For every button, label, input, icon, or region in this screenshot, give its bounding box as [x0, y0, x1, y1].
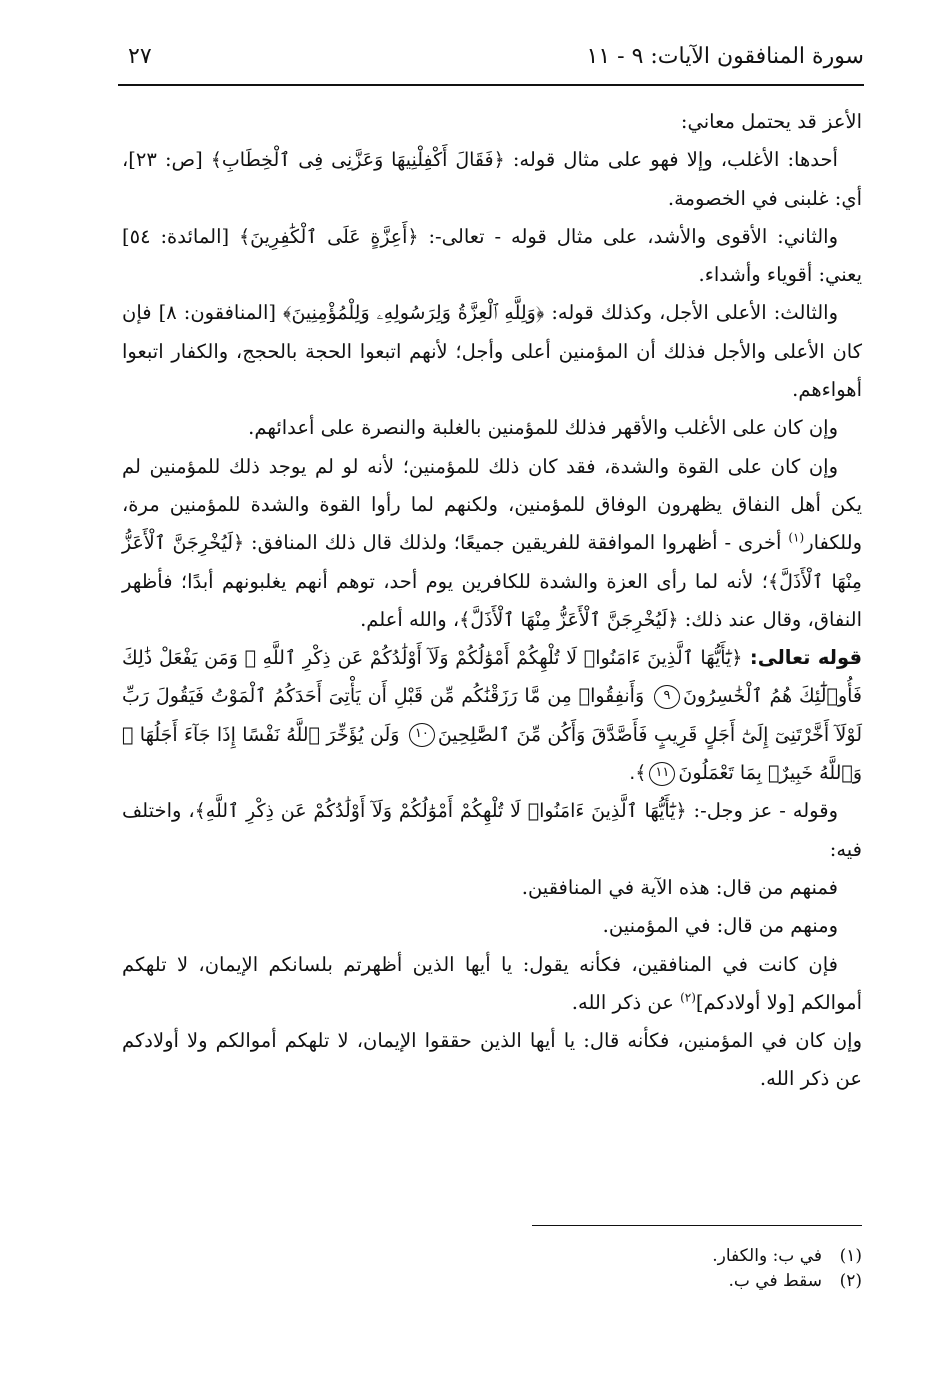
text: ؛ لأنه لما رأى العزة والشدة للكافرين يوم أحد، توهم أنهم يغلبونهم أبدًا؛ فأظهر النفاق، وقال عند ذلك:	[122, 569, 862, 631]
quran-quote: ﴿لَيُخْرِجَنَّ ٱلْأَعَزُّ مِنْهَا ٱلْأَذَلَّ﴾	[459, 608, 679, 631]
text: فإن كانت في المنافقين، فكأنه يقول: يا أيها الذين أظهرتم بلسانكم الإيمان، لا تلهكم أموالكم [ولا أولادكم]	[122, 952, 862, 1014]
text: ، واختلف فيه:	[122, 799, 862, 861]
text: ومنهم من قال: في المؤمنين.	[602, 914, 838, 938]
quran-quote: ﴿أَعِزَّةٍ عَلَى ٱلْكَٰفِرِينَ﴾	[239, 225, 419, 248]
footnote-text: في ب: والكفار.	[712, 1246, 822, 1266]
text: عن ذكر الله.	[571, 990, 681, 1014]
paragraph-1	[122, 103, 862, 141]
paragraph-9	[122, 869, 862, 907]
text: وقوله - عز وجل-:	[686, 799, 838, 823]
verse-number-marker: ١١	[649, 762, 675, 786]
text: [ص: ٢٣]، أي: غلبنى في الخصومة.	[122, 148, 862, 210]
footnotes	[122, 1244, 862, 1294]
page-number: ٢٧	[128, 44, 152, 69]
paragraph-5	[122, 409, 862, 447]
paragraph-3	[122, 218, 862, 295]
lead-heading: قوله تعالى:	[742, 646, 862, 670]
header-rule	[118, 84, 864, 86]
footnote-2	[122, 1269, 862, 1294]
footnote-1	[122, 1244, 862, 1269]
quran-quote: ﴿وَلِلَّهِ ٱلْعِزَّةُ وَلِرَسُولِهِۦ وَلِلْمُؤْمِنِينَ﴾	[283, 302, 545, 325]
text: والثالث: الأعلى الأجل، وكذلك قوله:	[544, 301, 838, 325]
footnote-separator	[532, 1225, 862, 1226]
paragraph-11	[122, 946, 862, 1023]
quran-quote: ﴿يَٰٓأَيُّهَا ٱلَّذِينَ ءَامَنُوا۟ لَا تُلْهِكُمْ أَمْوَٰلُكُمْ وَلَآ أَوْلَٰدُكُمْ عَن ذِكْرِ ٱللَّهِ ۚ وَمَن يَفْعَلْ ذَٰلِكَ فَأُو۟لَٰٓئِكَ هُمُ ٱلْخَٰسِرُونَ	[122, 647, 862, 708]
paragraph-8	[122, 792, 862, 869]
footnote-number: (١)	[839, 1246, 862, 1266]
body-text	[122, 103, 862, 1099]
footnote-text: سقط في ب.	[728, 1271, 822, 1291]
running-header	[118, 40, 864, 80]
text: أحدها: الأغلب، وإلا فهو على مثال قوله:	[504, 148, 838, 172]
quran-quote: وَأَنفِقُوا۟ مِن مَّا رَزَقْنَٰكُم مِّن قَبْلِ أَن يَأْتِىَ أَحَدَكُمُ ٱلْمَوْتُ فَيَقُولَ رَبِّ لَوْلَآ أَخَّرْتَنِىٓ إِلَىٰٓ أَجَلٍ قَرِيبٍ فَأَصَّدَّقَ وَأَكُن مِّنَ ٱلصَّٰلِحِينَ	[122, 685, 862, 746]
paragraph-4	[122, 294, 862, 409]
paragraph-7-verse	[122, 639, 862, 792]
text: وإن كان في المؤمنين، فكأنه قال: يا أيها الذين حققوا الإيمان، لا تلهكم أموالكم ولا أولادكم عن ذكر الله.	[122, 1029, 862, 1091]
text: [المنافقون: ٨] فإن كان الأعلى والأجل فذلك أن المؤمنين أعلى وأجل؛ لأنهم اتبعوا الحجة بالحجج، والكفار اتبعوا أهواءهم.	[122, 301, 862, 402]
text: وإن كان على الأغلب والأقهر فذلك للمؤمنين بالغلبة والنصرة على أعدائهم.	[248, 416, 838, 440]
verse-number-marker: ١٠	[409, 723, 435, 747]
verse-number-marker: ٩	[654, 685, 680, 709]
footnote-ref: (١)	[788, 530, 805, 545]
text: أخرى - أظهروا الموافقة للفريقين جميعًا؛ ولذلك قال ذلك المنافق:	[244, 531, 789, 555]
paragraph-12	[122, 1022, 862, 1099]
text: ، والله أعلم.	[360, 607, 460, 631]
paragraph-6	[122, 448, 862, 639]
header-title: سورة المنافقون الآيات: ٩ - ١١	[586, 44, 864, 69]
text: والثاني: الأقوى والأشد، على مثال قوله - تعالى-:	[418, 224, 838, 248]
text: وإن كان على القوة والشدة، فقد كان ذلك للمؤمنين؛ لأنه لو لم يوجد ذلك للمؤمنين لم يكن أهل النفاق يظهرون الوفاق للمؤمنين، ولكنهم لما رأوا القوة والشدة للمؤمنين مرة، وللكفار	[122, 454, 862, 555]
text: الأعز قد يحتمل معاني:	[680, 110, 862, 133]
paragraph-10	[122, 907, 862, 945]
quran-quote: ﴿فَقَالَ أَكْفِلْنِيهَا وَعَزَّنِى فِى ٱلْخِطَابِ﴾	[210, 149, 505, 172]
text: [المائدة: ٥٤] يعني: أقوياء وأشداء.	[122, 224, 862, 287]
quran-quote: ﴿لَيُخْرِجَنَّ ٱلْأَعَزُّ مِنْهَا ٱلْأَذَلَّ﴾	[122, 532, 862, 593]
text: فمنهم من قال: هذه الآية في المنافقين.	[521, 875, 838, 899]
footnote-number: (٢)	[839, 1271, 862, 1291]
quran-quote: ﴿يَٰٓأَيُّهَا ٱلَّذِينَ ءَامَنُوا۟ لَا تُلْهِكُمْ أَمْوَٰلُكُمْ وَلَآ أَوْلَٰدُكُمْ عَن ذِكْرِ ٱللَّهِ﴾	[194, 800, 687, 823]
quran-quote: وَلَن يُؤَخِّرَ ٱللَّهُ نَفْسًا إِذَا جَآءَ أَجَلُهَا ۚ وَٱللَّهُ خَبِيرٌۢ بِمَا تَعْمَلُونَ	[122, 723, 862, 785]
quran-quote-end: ﴾.	[629, 762, 647, 785]
footnote-ref: (٢)	[680, 990, 696, 1005]
paragraph-2	[122, 141, 862, 218]
